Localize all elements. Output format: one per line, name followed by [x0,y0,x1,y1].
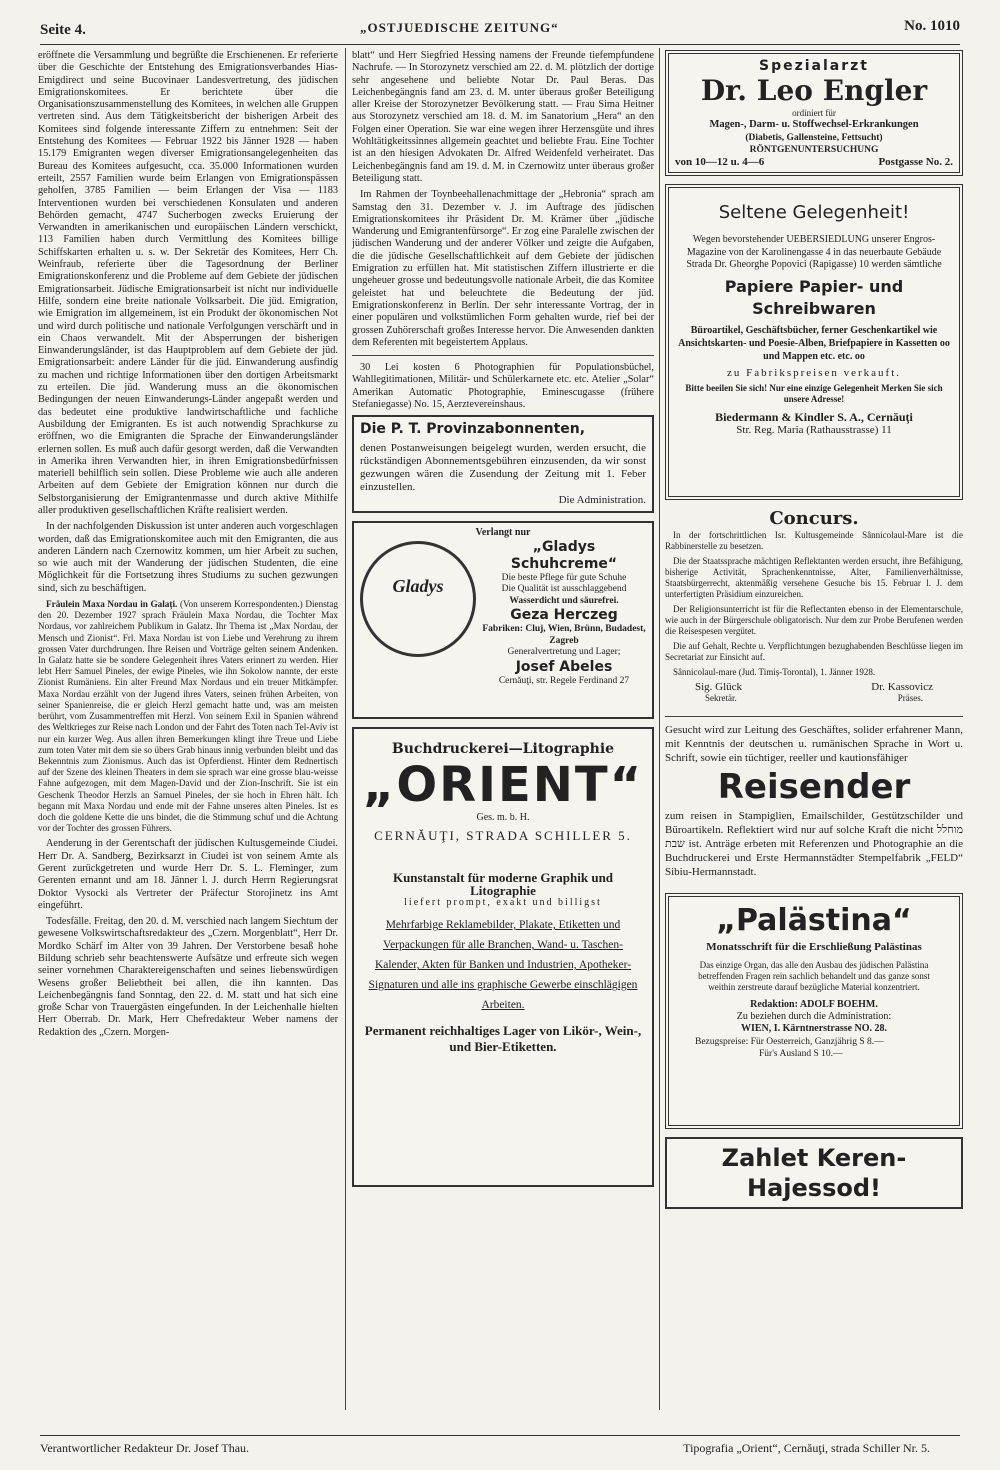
palaestina-t5: Zu beziehen durch die Administration: [736,1011,892,1023]
orient-ges: Ges. m. b. H. [476,811,530,823]
palaestina-t2: Monatsschrift für die Erschließung Palästinas [706,941,922,954]
page-label: Seite 4. [40,22,86,38]
gladys-maker: Geza Herczeg [510,607,618,624]
gladys-top: Verlangt nur [475,526,531,538]
nordau-body: (Von unserem Korrespondenten.) Dienstag den 20. Dezember 1927 sprach Fräulein Maxa Nordau, die Tochter Max Nordaus, vor zahlreichem Publikum in Galatz. Ihr Thema ist „Max Nordau, der Mensch und Zionist“. Frl. Maxa Nordau ist von Liebe und Verehrung zu ihrem grossen Vater durchdrungen. Ihre Reisen und Vorträge gelten seinem Andenken. In Galatz hatte sie be sondere Gelegenheit ihres Vaters erinnert zu werden. Hier lebt Herr Samuel Pineles, der ewige Pineles, wie ihn Sokolow nannte, der erste Zionist Rumäniens. Ein alter Freund Max Nordaus und ein treuer Mitkämpfer. Maxa Nordau erzählt von der Jugend ihres Vaters, seinen frühen Arbeiten, von seiner Spanienreise, die er gleich Herzl gemacht hatte und, was am meisten berührt, vom Zusammentreffen mit Herzl. Von seinem Exil in Spanien während des Weltkrieges zur Reise nach London und der Fahrt des Toten nach Tel-Aviv ist nur ein kurzer Weg. Aus allen ihren Bemerkungen klingt ihre Treue und Liebe zum toten Vater mit dem sie so übers Grab hinaus innig verbunden bleibt und das Bekenntnis zum Zionismus. Auch das ist Opferdienst. Hinter dem Rednertisch auf der Szene des kleinen Theaters in dem sie sprach war eine grosse blau-weisse Fahne aufgezogen, mit dem Magen-David und der Zion-Inschrift. Sie ist ein Geschenk Theodor Herzls an Samuel Pineles, der sie hoch in Ehren hält. Ich begann mit Maxa Nordau und ende mit der Fahne unseres alten Pineles. Ist es doch die goldene Kette die uns bindet, die die Stimmung schuf und die Achtung vor der Tochter des grossen Führers. [38,599,338,834]
reisender-t1: Gesucht wird zur Leitung des Geschäftes, solider erfahrener Mann, mit Kenntnis der deutschen u. rumänischen Sprache in Wort u. Schrift, sowie ein tüchtiger, reeller und kautionsfähiger [665,724,963,765]
gladys-jar-icon: Gladys [360,541,476,657]
engler-ad [665,50,963,176]
reisender-title: Reisender [717,767,911,808]
gladys-line-6: Cernăuţi, str. Regele Ferdinand 27 [498,675,630,686]
obituary-continuation: blatt“ und Herr Siegfried Hessing namens der Freunde tiefempfundene Nachrufe. — In Storozynetz verschied am 22. d. M. plötzlich der dortige sehr angesehene und beliebte Notar Dr. Paul Beras. Das Leichenbegängnis fand am 23. d. M. unter überaus großer Beteiligung aller Kreise der Storozynetzer Bevölkerung statt. — Frau Sima Heitner aus Storozynetz verschied am 18. d. M. im Sanatorium „Hera“ an den Folgen einer Operation. Sie war eine wegen ihrer Herzensgüte und ihres Wohltätigkeitssinnes allgemein geachtet und beliebte Frau. Eine Tochter ist an den hiesigen Advokaten Dr. Alfred Weidenfeld verheiratet. Das Leichenbegängnis fand am 19. d. M. in Czernowitz unter überaus großer Beteiligung statt. [352,50,654,184]
column-rule-2 [659,48,660,1410]
printer-line: Tipografia „Orient“, Cernăuţi, strada Schiller Nr. 5. [683,1441,930,1455]
reisender-t3: zum reisen in Stampiglien, Emailschilder, Gestützschilder und Büroartikeln. Reflektiert wird nur auf solche Kraft die nicht מוחלל שבת ist. Anträge erbeten mit Referenzen und Photographie an die Buchdruckerei und Erste Hermannstädter Stempelfabrik „FELD“ Sibiu-Hermannstadt. [665,810,963,879]
todesfaelle-article: Todesfälle. Freitag, den 20. d. M. verschied nach langem Siechtum der gewesene Volkswirtschaftsredakteur des „Czern. Morgenblatt“, Herr Dr. Mordko Schärf im Alter von 39 Jahren. Der Verstorbene besaß hohe Bildung schrieb sehr beachtenswerte Aufsätze und erfreute sich wegen seiner vornehmen Charaktereigenschaften und seines liebenswürdigen Wesens großer Beliebtheit bei allen, die ihn kannten. Das Leichenbegängnis fand Sonntag, den 22. d. M. statt und hat sich eine große Schar von Trauergästen eingefunden. In der Leichenhalle hielten Herr Oberrab. Dr. Mark, Herr Chefredakteur Weber namens der Redaktion des „Czern. Morgen- [38,916,338,1038]
selten-t4: Büroartikel, Geschäftsbücher, ferner Geschenkartikel wie Ansichtskarten- und Poesie-Alben, Briefpapiere in Kassetten oo und Mappen etc. etc. oo [678,324,950,362]
selten-t7: Biedermann & Kindler S. A., Cernăuţi [715,410,913,425]
issue-number: No. 1010 [904,18,960,34]
orient-liefert: liefert prompt, exakt und billigst [404,896,602,908]
concurs-t5: Die auf Gehalt, Rechte u. Verpflichtungen bezughabenden Beschlüsse liegen im Secretariat zur Einsicht auf. [665,641,963,663]
concurs-t2: In der fortschrittlichen Isr. Kultusgemeinde Sânnicolaul-Mare ist die Rabbinerstelle zu besetzen. [665,530,963,552]
divider [352,355,654,356]
concurs-ad [665,508,963,710]
orient-products: Mehrfarbige Reklamebilder, Plakate, Etiketten und Verpackungen für alle Branchen, Wand- u. Taschen-Kalender, Akten für Banken und Industrien, Apotheker-Signaturen und alle ins graphische Gewerbe einschlägigen Arbeiten. [368,919,638,1012]
orient-address: CERNĂUŢI, STRADA SCHILLER 5. [374,827,632,843]
engler-t5: (Diabetis, Gallensteine, Fettsucht) [745,132,883,143]
concurs-t3: Die der Staatssprache mächtigen Reflektanten werden ersucht, ihre Befähigung, bisherige Activität, Sprachenkenntnisse, Alter, Familienverhältnisse, Staatsbürgerrecht, aktenmäßig versehene Gesuche bis 15. Februar l. J. dem unterfertigten Präsidium einzureichen. [665,556,963,600]
selten-t3: Papiere Papier- und Schreibwaren [724,276,904,318]
engler-t3: ordiniert für [792,108,836,118]
editor-line: Verantwortlicher Redakteur Dr. Josef Thau. [40,1441,250,1455]
palaestina-t4: Redaktion: ADOLF BOEHM. [750,998,878,1010]
gladys-name: „Gladys Schuhcreme“ [510,538,618,572]
page-footer [40,1435,960,1456]
column-3 [665,50,963,1450]
selten-t8: Str. Reg. Maria (Rathausstrasse) 11 [736,423,892,436]
gladys-line-3: Wasserdicht und säurefrei. [509,595,619,606]
concurs-title: Concurs. [769,508,859,530]
concurs-role-2: Präses. [897,693,923,704]
page-header [40,14,960,45]
selten-t6: Bitte beeilen Sie sich! Nur eine einzige Gelegenheit Merken Sie sich unsere Adresse! [685,383,943,405]
orient-kunst: Kunstanstalt für moderne Graphik und Litographie [392,870,614,898]
reisender-ad [665,723,963,879]
masthead-title: „OSTJUEDISCHE ZEITUNG“ [360,20,559,35]
engler-name: Dr. Leo Engler [700,74,928,107]
keren-hajessod-ad: Zahlet Keren-Hajessod! [665,1137,963,1209]
divider [665,716,963,717]
nordau-article [38,599,338,834]
palaestina-ad [665,893,963,1129]
concurs-t4: Der Religionsunterricht ist für die Reflectanten ebenso in der Elementarschule, wie auch in der Bürgerschule obligatorisch. Nur dem zur Probe Berufenen werden die Reisespesen vergütet. [665,604,963,637]
gladys-line-2: Die Qualität ist ausschlaggebend [501,584,627,595]
hebronia-article: Im Rahmen der Toynbeehallenachmittage der „Hebronia“ sprach am Samstag den 31. Dezember v. J. im Auftrage des jüdischen Emigrationskomitees ihr Präsident Dr. M. Krämer über „jüdische Wanderung und Emigrantenfürsorge“. Er zog eine Paralelle zwischen der jüdischen Wanderung und der anderer Völker und zeigte die Aufgaben, die die jüdische Gesellschaftlichkeit auf dem Gebiete der jüdischen Emigration zu erfüllen hat. Mit statistischen Ziffern illustrierte er die ungeheuer grosse und bedeutungsvolle nationale Arbeit, die das Komitee geleistet hat und beleuchtete die Bedeutung der jüd. Emigrationskonferenz in Berlin. Der sehr interessante Vortrag, der in einer populären und volkstümlichen Form gehalten wurde, rief bei der grossen Zuhörerschaft großes Interesse hervor. Die Anwesenden dankten dem Referenten mit begeistertem Applaus. [352,189,654,348]
nordau-heading: Fräulein Maxa Nordau in Galați. [46,599,178,610]
gladys-ad [352,521,654,719]
selten-ad [665,184,963,500]
orient-top: Buchdruckerei—Litographie [391,740,615,757]
orient-name: „ORIENT“ [362,756,644,813]
gladys-line-5: Generalvertretung und Lager; [507,647,621,658]
engler-t1: Spezialarzt [759,58,869,74]
engler-address: Postgasse No. 2. [878,156,953,169]
engler-hours: von 10—12 u. 4—6 [675,156,765,169]
photo-ad: 30 Lei kosten 6 Photographien für Populationsbüchel, Wahllegitimationen, Militär- und Schülerkarnete etc. etc. Atelier „Solar“ Amerikan Automatic Photographie, Eminescugasse (frühere Stefaniegasse) No. 15, Aerztevereinshaus. [352,362,654,411]
concurs-t6: Sânnicolaul-mare (Jud. Timiș-Torontal), 1. Jänner 1928. [673,667,876,678]
gladys-line-4: Fabriken: Cluj, Wien, Brünn, Budadest, Zagreb [482,624,646,646]
emigration-report: eröffnete die Versammlung und begrüßte die Erschienenen. Er referierte über die Geschichte der Entstehung des Emigrationsverbandes Hias-Emigdirect und seine Bucovinaer Landesvertretung, des jüdischen Emigrationskomitees. Er berichtete über die Organisationszusammenstellung des Komitees, in welchen alle Gruppen vertreten sind. Aus dem Tätigkeitsbericht der bisherigen Arbeit des Komitees sind folgende interessante Ziffern zu entnehmen: Seit der Entstehung des Komitees — Februar 1922 bis Jänner 1928 — haben 15.179 Emigranten wegen diverser Emigrationsangelegenheiten das Bureau des Komitees aufgesucht, cca. 35.000 Informationen wurden erteilt, 2557 Familien wurde beim Erlangen von Emigrationspässen geholfen, 3785 Familien — beim Erlangen der Visa — 1183 Interventionen wurden bei verschiedenen Konsulaten und anderen Behörden gemacht, 4747 Sucherbogen zwecks Eruierung der Verwandten in amerikanischen und europäischen Ländern verschickt, 113 Familien haben durch Vermittlung des Komitees billige Schiffskarten erhalten u. s. w. Der Sekretär des Komitees, Herr Ch. Weinfraub, referierte über die Tagesordnung der Berliner Emigrationskonferenz und die Probleme auf dem Gebiete der jüdischen Emigrationsarbeit. Jüdische Emigrationsarbeit ist nicht nur individuelle Hilfe, sondern eine breite nationale Volksarbeit. Die jüd. Emigration, wie Emigration im allgemeinem, ist ein Produkt der ökonomischen Not und wird durch politische und nationale Verfolgungen verschärft und in ein Chaos verwandelt. Mit der Absperrungen der bisherigen Einwanderungsländer, ist das Hauptproblem auf dem Gebiete der jüd. Emigrationsarbeit: andere Länder für die jüd. Einwanderung ausfindig zu machen und richtige Informationen über den dortigen Arbeitsmarkt zu erteilen. Die jüd. Wanderung muss an die ökonomischen Bedingungen der neuen Einwanderungs-Länder angepaßt werden und das bedeutet eine produktive landwirtschaftliche und fachliche Ausbildung der Emigranten. Es ist auch notwendig Sprachkurse zu eröffnen, wo die Emigranten die Sprache der Einwanderungsländer erlernen sollen. Es muß auch dafür gesorgt werden, daß die Verwandten in Amerika ihren Verwandten hier, in ihren Emigrationsbedürfnissen materiell behilflich sein sollen. Diese Probleme wie auch alle anderen Arbeiten auf dem Gebiete der Emigration können nur durch die Selbstorganisierung der Emigrantenmasse und durch aktive Mithilfe aller produktiven gesellschaftlichen Kräfte realisiert werden. [38,50,338,516]
concurs-sign-1: Sig. Glück [695,681,743,694]
orient-lager: Permanent reichhaltiges Lager von Likör-, Wein-, und Bier-Etiketten. [364,1023,642,1055]
concurs-role-1: Sekretär. [705,693,737,704]
subscribers-text: denen Postanweisungen beigelegt wurden, werden ersucht, die rückständigen Abonnementsgebühren einzusenden, da wir sonst gezwungen wären die Zusendung der Zeitung mit 1. Feber einzustellen. [360,442,646,494]
subscribers-notice [352,415,654,512]
gladys-line-1: Die beste Pflege für gute Schuhe [501,572,627,583]
palaestina-t8: Für's Ausland S 10.— [759,1048,843,1059]
engler-t4: Magen-, Darm- u. Stoffwechsel-Erkrankungen [709,119,919,131]
column-rule-1 [345,48,346,1410]
palaestina-t7: Bezugspreise: Für Oesterreich, Ganzjährig S 8.— [695,1036,884,1047]
gerentschaft-article: Aenderung in der Gerentschaft der jüdischen Kultusgemeinde Ciudei. Herr Dr. A. Sandberg, Bezirksarzt in Ciudei ist von seinem Amte als Gerent zurückgetreten und wurde Herr Dr. S. L. Fleminger, zum Gerenten ernannt und am 18. Jänner l. J. durch Herrn Regierungsrat Doktor Vysocki als Vertreter der Präfectur Storojinetz ins Amt eingeführt. [38,838,338,911]
discussion-paragraph: In der nachfolgenden Diskussion ist unter anderen auch vorgeschlagen worden, daß das Emigrationskomitee auch mit den Emigranten, die aus anderen Ländern nach Czernowitz kommen, um hier Arbeit zu suchen, so wie auch mit der Wanderung der jüdischen Studenten, die eine Möglichkeit für die Fortsetzung ihres Studiums zu suchen gezwungen sind, sich zu beschäftigen. [38,521,338,594]
palaestina-t6: WIEN, I. Kärntnerstrasse NO. 28. [740,1023,888,1035]
selten-t2: Wegen bevorstehender UEBERSIEDLUNG unserer Engros-Magazine von der Karolinengasse 4 in das neuerbaute Gebäude Strada Dr. Gheorghe Popovici (Rapigasse) 10 werden sämtliche [686,234,942,271]
column-1 [38,50,338,1410]
selten-t5: zu Fabrikspreisen verkauft. [726,366,902,379]
subscribers-title: Die P. T. Provinzabonnenten, [360,421,586,438]
orient-ad [352,727,654,1187]
palaestina-t3: Das einzige Organ, das alle den Ausbau des jüdischen Palästina betreffenden Fragen rein sachlich behandelt und das ganze sonst weithin zerstreute darauf bezügliche Material konzentriert. [698,959,930,992]
selten-title: Seltene Gelegenheit! [718,202,910,224]
subscribers-sign: Die Administration. [558,494,646,507]
gladys-agent: Josef Abeles [515,658,613,675]
engler-t6: RÖNTGENUNTERSUCHUNG [749,144,879,155]
palaestina-title: „Palästina“ [716,903,912,939]
column-2 [352,50,654,1410]
concurs-sign-2: Dr. Kassovicz [871,681,933,694]
